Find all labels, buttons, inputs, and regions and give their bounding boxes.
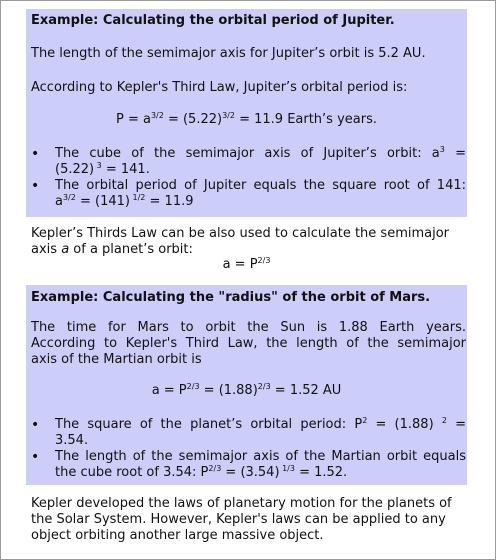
semimajor-formula: $a = P^{2/3}$ <box>222 256 271 272</box>
mars-paragraph-line1: The time for Mars to orbit the Sun is 1.88 Earth years. <box>31 320 466 335</box>
jupiter-intro: The length of the semimajor axis for Jupiter’s orbit is 5.2 AU. <box>31 46 426 61</box>
bullet-marker: • <box>31 146 40 162</box>
closing-line2: the Solar System. However, Kepler's laws can be applied to any <box>31 512 446 527</box>
mars-bullet-cuberoot-line1: The length of the semimajor axis of the Martian orbit equals <box>55 449 466 464</box>
mars-bullet-square-line2: 3.54. <box>55 433 89 448</box>
mars-bullet-cuberoot-line2: the cube root of 3.54: $P^{2/3} = (3.54) ^{1/3} = 1.52$. <box>55 464 348 480</box>
bullet-marker: • <box>31 178 40 194</box>
closing-line1: Kepler developed the laws of planetary motion for the planets of <box>31 496 452 511</box>
example-heading-mars: Example: Calculating the "radius" of the orbit of Mars. <box>31 290 431 305</box>
jupiter-bullet-period-line2: $a^{3/2} = (141) ^{1/2} = 11.9$ <box>55 193 194 209</box>
jupiter-bullet-period-line1: The orbital period of Jupiter equals the square root of 141: <box>55 178 466 193</box>
mars-paragraph-line3: axis of the Martian orbit is <box>31 352 202 367</box>
mars-bullet-square-line1: The square of the planet’s orbital period: $P^2 = (1.88) ^2$ = <box>55 416 467 432</box>
bullet-marker: • <box>31 449 40 465</box>
jupiter-law-line: According to Kepler's Third Law, Jupiter’s orbital period is: <box>31 80 408 95</box>
jupiter-bullet-cube-line2: (5.22) $^3$ = 141. <box>55 161 150 177</box>
semimajor-text-line2: axis a of a planet’s orbit: <box>31 242 193 257</box>
jupiter-bullet-cube-line1: The cube of the semimajor axis of Jupiter’s orbit: $a^3$ = <box>55 145 466 161</box>
bullet-marker: • <box>31 417 40 433</box>
closing-line3: object orbiting another large massive object. <box>31 528 324 543</box>
jupiter-equation: $P = a^{3/2} = (5.22)^{3/2} = 11.9$ Earth’s years. <box>115 111 377 127</box>
mars-equation: $a = P^{2/3} = (1.88)^{2/3} = 1.52$ AU <box>151 382 342 398</box>
example-heading-jupiter: Example: Calculating the orbital period of Jupiter. <box>31 13 395 28</box>
semimajor-text-line1: Kepler’s Thirds Law can be also used to calculate the semimajor <box>31 226 450 241</box>
mars-paragraph-line2: According to Kepler's Third Law, the length of the semimajor <box>31 336 466 351</box>
